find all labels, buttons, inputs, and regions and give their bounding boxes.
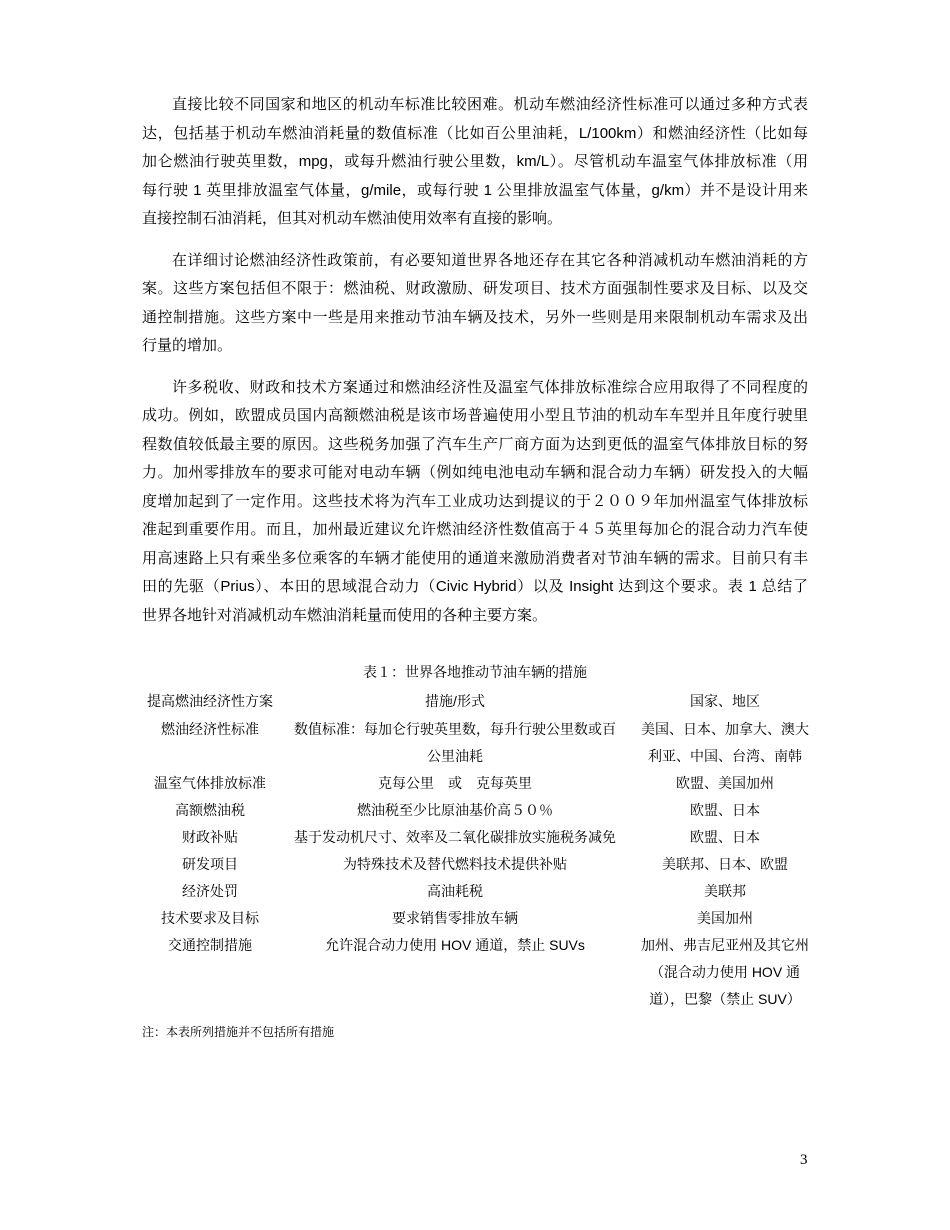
cell-line: 要求销售零排放车辆 (392, 909, 518, 926)
paragraph-line: 案。这些方案包括但不限于：燃油税、财政激励、研发项目、技术方面强制性要求及目标、以及交 (142, 280, 808, 297)
cell-line: 财政补贴 (182, 828, 238, 845)
header-region: 国家、地区 (690, 692, 760, 709)
cell-line: 美国加州 (697, 909, 753, 926)
cell-line: 道），巴黎（禁止 SUV） (649, 990, 801, 1007)
table-row (142, 932, 808, 1013)
cell-line: 美联邦 (704, 882, 746, 899)
paragraph-line: 许多税收、财政和技术方案通过和燃油经济性及温室气体排放标准综合应用取得了不同程度的 (172, 378, 808, 396)
cell-region (690, 797, 760, 824)
cell-line: 美联邦、日本、欧盟 (662, 855, 788, 872)
cell-region (641, 932, 809, 1013)
paragraph-line: 力。加州零排放车的要求可能对电动车辆（例如纯电池电动车辆和混合动力车辆）研发投入的大幅 (142, 464, 808, 481)
cell-line: 允许混合动力使用 HOV 通道，禁止 SUVs (325, 936, 585, 953)
paragraph-line: 田的先驱（Prius）、本田的思域混合动力（Civic Hybrid）以及 Insight 达到这个要求。表 1 总结了 (142, 578, 808, 595)
cell-scheme (175, 797, 245, 824)
measures-table (142, 658, 808, 1041)
cell-line: 基于发动机尺寸、效率及二氧化碳排放实施税务减免 (294, 828, 616, 845)
cell-line: 欧盟、日本 (690, 801, 760, 818)
cell-line: 经济处罚 (182, 882, 238, 899)
cell-line: 美国、日本、加拿大、澳大 (641, 720, 809, 737)
paragraph (142, 91, 808, 234)
table-header-row (142, 687, 808, 716)
table-title: 表１：世界各地推动节油车辆的措施 (363, 663, 587, 680)
cell-region (697, 905, 753, 932)
cell-line: 交通控制措施 (168, 936, 252, 953)
table-note: 注：本表所列措施并不包括所有措施 (142, 1025, 335, 1039)
paragraph-line: 达，包括基于机动车燃油消耗量的数值标准（比如百公里油耗，L/100km）和燃油经济性（比如每 (142, 124, 808, 142)
cell-line: 欧盟、美国加州 (676, 774, 774, 791)
cell-line: 高油耗税 (427, 882, 483, 899)
header-scheme: 提高燃油经济性方案 (147, 692, 273, 709)
cell-scheme (168, 932, 252, 1013)
cell-line: 欧盟、日本 (690, 828, 760, 845)
cell-scheme (182, 824, 238, 851)
cell-measure (343, 851, 567, 878)
table-row (142, 878, 808, 905)
cell-line: 高额燃油税 (175, 801, 245, 818)
table-row (142, 770, 808, 797)
paragraph-line: 度增加起到了一定作用。这些技术将为汽车工业成功达到提议的于２００９年加州温室气体排放标 (142, 492, 808, 510)
paragraph-line: 世界各地针对消减机动车燃油消耗量而使用的各种主要方案。 (142, 606, 548, 624)
paragraph-line: 加仑燃油行驶英里数，mpg，或每升燃油行驶公里数，km/L）。尽管机动车温室气体排放标准（用 (142, 153, 808, 170)
cell-measure (325, 932, 585, 1013)
cell-region (704, 878, 746, 905)
cell-line: 温室气体排放标准 (154, 774, 266, 791)
paragraph-line: 行量的增加。 (142, 337, 233, 354)
cell-line: 技术要求及目标 (161, 909, 259, 926)
table-row (142, 851, 808, 878)
cell-scheme (161, 905, 259, 932)
cell-scheme (182, 851, 238, 878)
cell-region (690, 824, 760, 851)
cell-region (676, 770, 774, 797)
paragraph-line: 直接控制石油消耗，但其对机动车燃油使用效率有直接的影响。 (142, 210, 563, 227)
table-row (142, 797, 808, 824)
cell-measure (357, 797, 553, 824)
cell-measure (427, 878, 483, 905)
paragraph (142, 247, 808, 361)
cell-line: 燃油经济性标准 (161, 720, 259, 737)
paragraph-line: 在详细讨论燃油经济性政策前，有必要知道世界各地还存在其它各种消减机动车燃油消耗的方 (172, 251, 808, 269)
cell-measure (392, 905, 518, 932)
page-number: 3 (800, 1152, 808, 1168)
paragraph-line: 准起到重要作用。而且，加州最近建议允许燃油经济性数值高于４５英里每加仑的混合动力汽车使 (142, 521, 808, 538)
cell-region (662, 851, 788, 878)
cell-line: 利亚、中国、台湾、南韩 (648, 747, 802, 764)
cell-scheme (182, 878, 238, 905)
cell-measure (294, 716, 616, 770)
table-row (142, 905, 808, 932)
cell-region (641, 716, 809, 770)
cell-measure (294, 824, 616, 851)
paragraph-line: 直接比较不同国家和地区的机动车标准比较困难。机动车燃油经济性标准可以通过多种方式表 (172, 96, 808, 113)
cell-line: 数值标准：每加仑行驶英里数，每升行驶公里数或百 (294, 720, 616, 737)
paragraph-line: 程数值较低最主要的原因。这些税务加强了汽车生产厂商方面为达到更低的温室气体排放目标的努 (142, 435, 808, 453)
cell-scheme (154, 770, 266, 797)
cell-measure (378, 770, 532, 797)
cell-line: 燃油税至少比原油基价高５０％ (357, 801, 553, 818)
cell-line: 为特殊技术及替代燃料技术提供补贴 (343, 855, 567, 872)
table-row (142, 824, 808, 851)
header-measure: 措施/形式 (425, 692, 485, 709)
cell-line: （混合动力使用 HOV 通 (649, 963, 801, 980)
paragraph-line: 成功。例如，欧盟成员国内高额燃油税是该市场普遍使用小型且节油的机动车车型并且年度行驶里 (142, 407, 808, 424)
paragraph-line: 通控制措施。这些方案中一些是用来推动节油车辆及技术，另外一些则是用来限制机动车需求及出 (142, 308, 808, 326)
cell-line: 加州、弗吉尼亚州及其它州 (641, 936, 809, 953)
cell-line: 克每公里 或 克每英里 (378, 774, 532, 791)
table-row (142, 716, 808, 770)
paragraph (142, 374, 808, 631)
paragraph-line: 用高速路上只有乘坐多位乘客的车辆才能使用的通道来激励消费者对节油车辆的需求。目前只有丰 (142, 549, 808, 567)
cell-line: 研发项目 (182, 855, 238, 872)
cell-scheme (161, 716, 259, 770)
paragraph-line: 每行驶 1 英里排放温室气体量，g/mile，或每行驶 1 公里排放温室气体量，g/km）并不是设计用来 (142, 181, 808, 199)
cell-line: 公里油耗 (427, 747, 483, 764)
page-content (142, 91, 808, 1040)
